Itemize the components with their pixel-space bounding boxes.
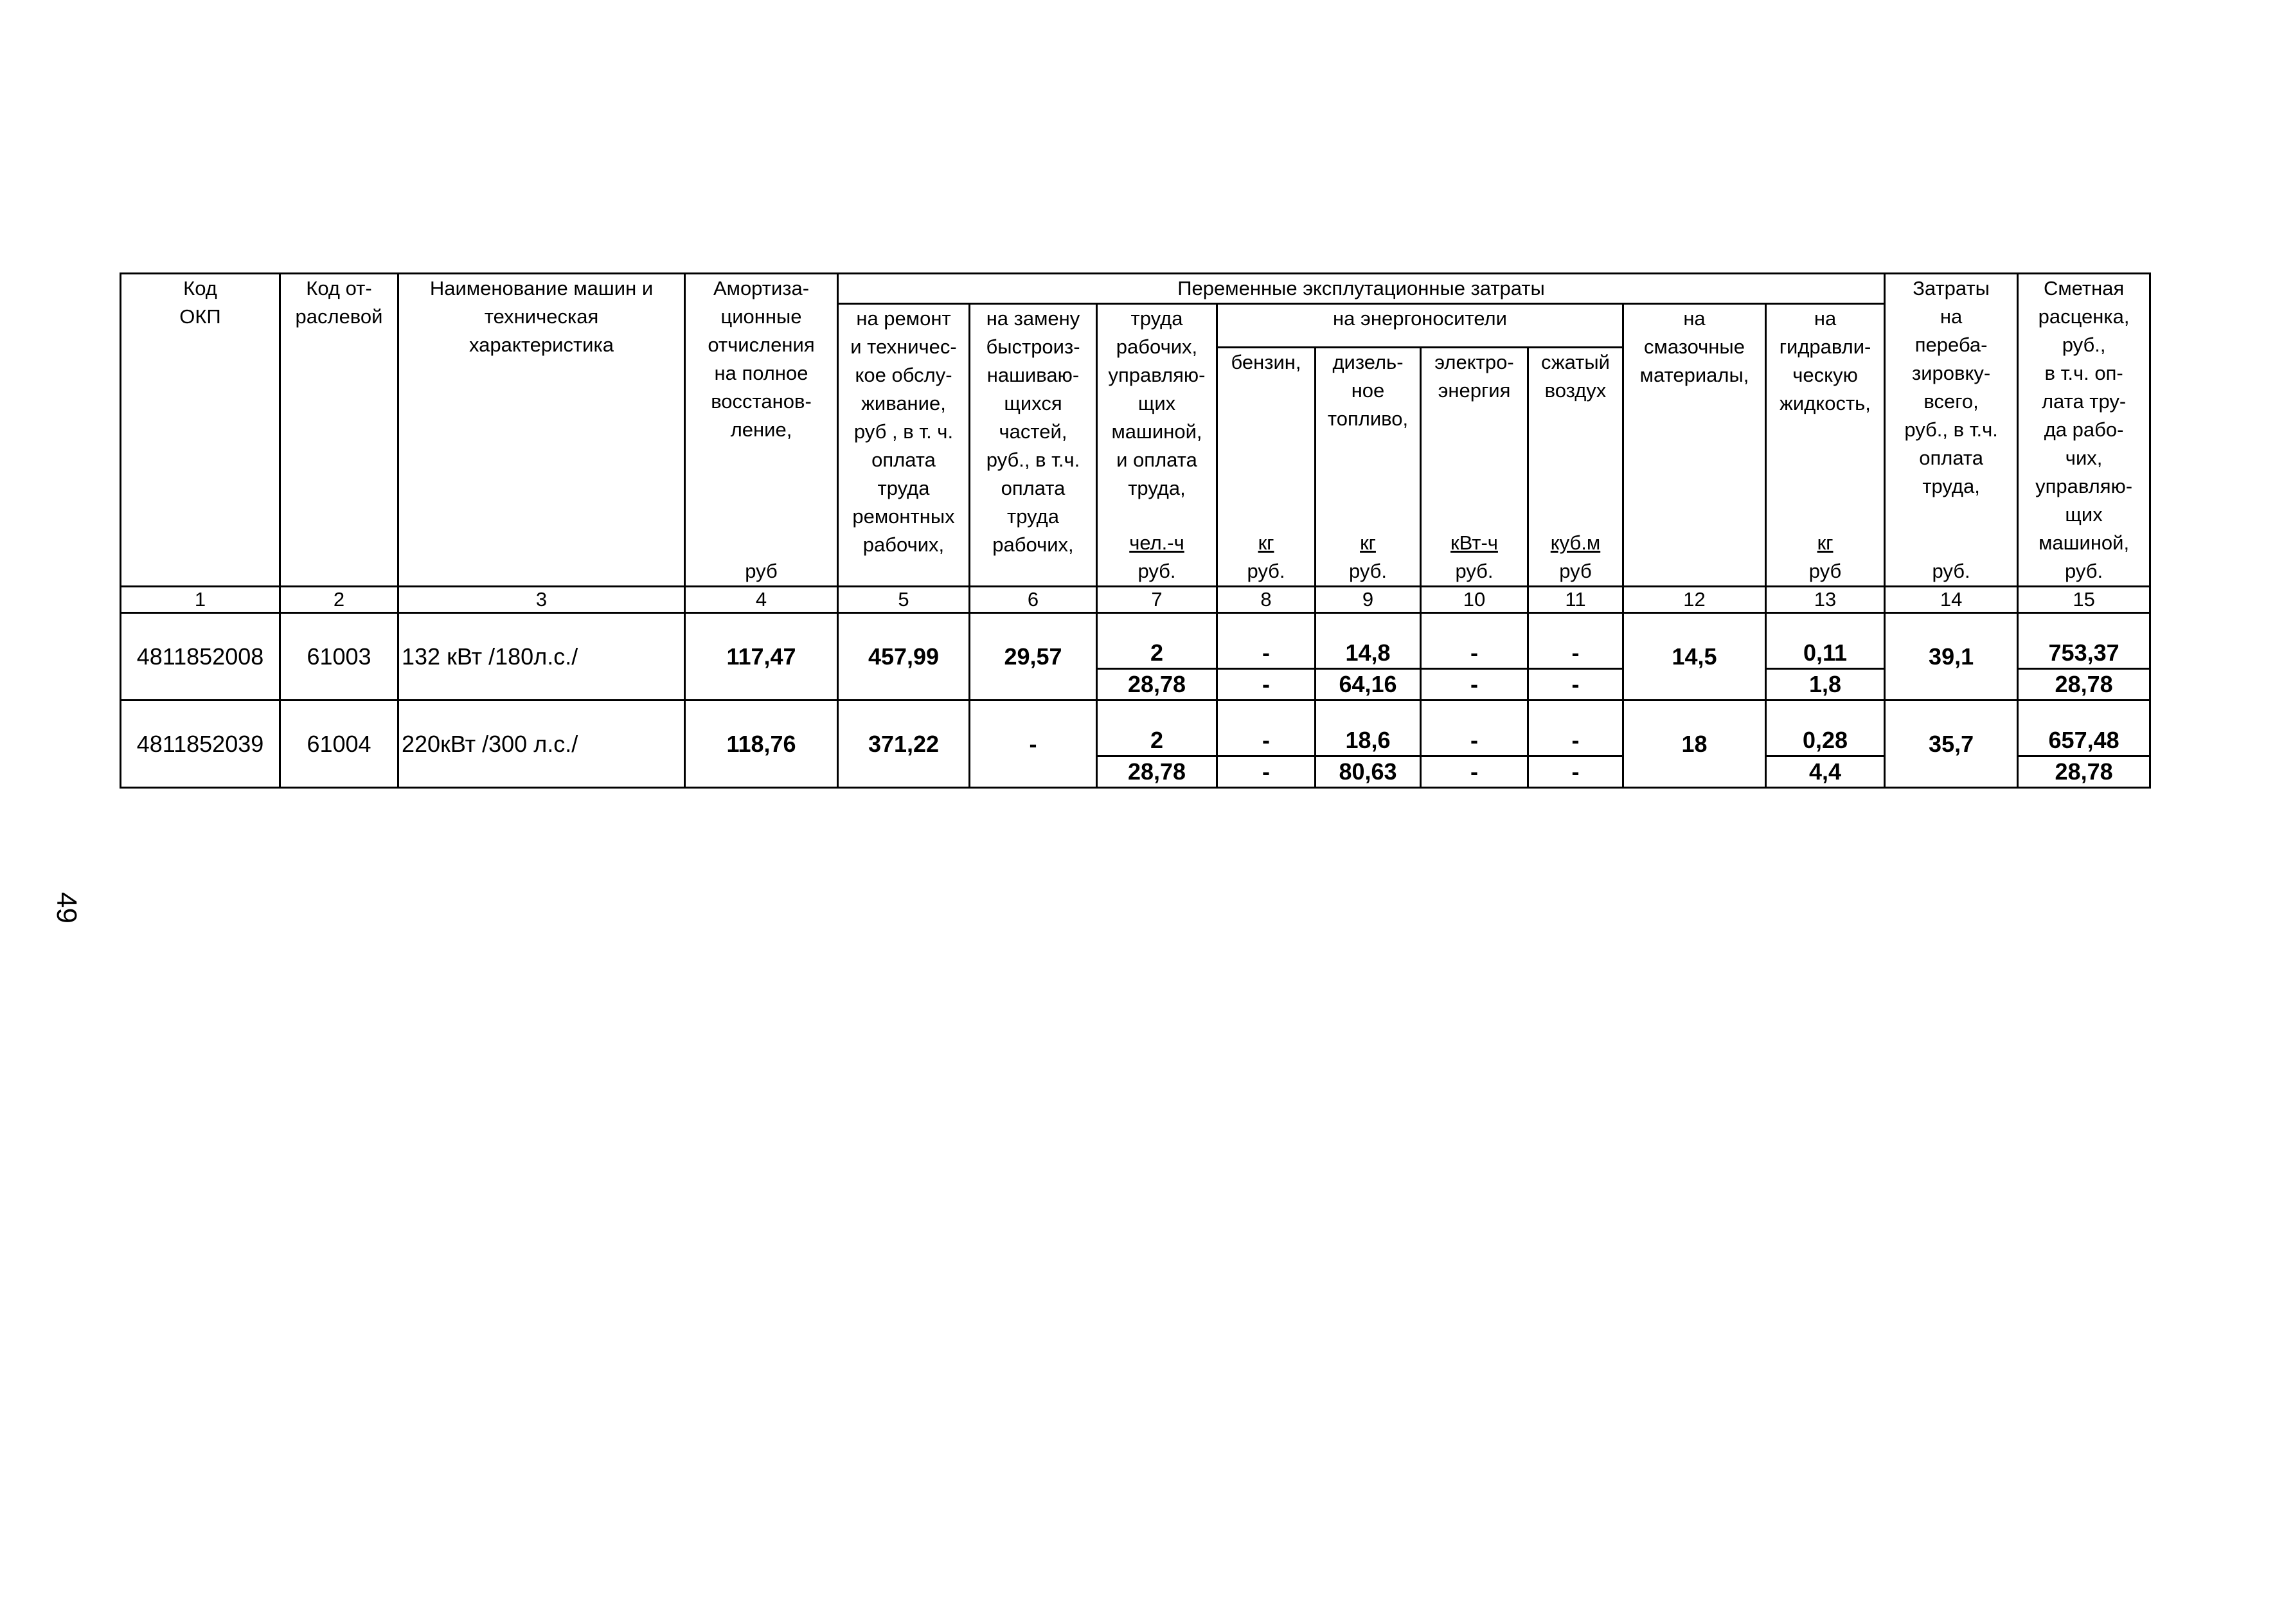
column-number: 13	[1766, 587, 1885, 613]
cell-diesel-top: 18,6	[1316, 726, 1421, 756]
cell-diesel-bottom: 64,16	[1316, 669, 1421, 700]
cell-air-bottom: -	[1528, 756, 1623, 788]
unit-kg: кг	[1360, 531, 1376, 554]
column-number: 5	[838, 587, 970, 613]
header-hydraulic-unit	[1766, 529, 1885, 557]
header-electric: электро- энергия	[1421, 347, 1528, 529]
machine-costs-table	[120, 272, 2151, 789]
cell-hydraulic-top: 0,28	[1766, 726, 1885, 756]
header-hydraulic: на гидравли- ческую жидкость,	[1766, 304, 1885, 530]
header-lubricants: на смазочные материалы,	[1623, 304, 1766, 587]
header-labor-unit-2: руб.	[1097, 557, 1217, 587]
cell-estimate-top: 753,37	[2018, 638, 2150, 669]
header-electric-unit	[1421, 529, 1528, 557]
cell-petrol-bottom: -	[1217, 756, 1316, 788]
table-row-spacer	[121, 613, 2150, 639]
cell-repair: 457,99	[838, 613, 970, 700]
column-number: 12	[1623, 587, 1766, 613]
cell-okp: 4811852039	[121, 700, 280, 788]
column-number: 8	[1217, 587, 1316, 613]
cell-air-bottom: -	[1528, 669, 1623, 700]
header-estimate-unit: руб.	[2018, 557, 2150, 587]
column-number: 4	[685, 587, 838, 613]
cell-air-top: -	[1528, 726, 1623, 756]
cell-electric-top: -	[1421, 726, 1528, 756]
cell-petrol-top: -	[1217, 726, 1316, 756]
cell-diesel-top: 14,8	[1316, 638, 1421, 669]
cell-lubricants: 18	[1623, 700, 1766, 788]
cell-electric-bottom: -	[1421, 669, 1528, 700]
header-air-unit	[1528, 529, 1623, 557]
cell-hydraulic-bottom: 4,4	[1766, 756, 1885, 788]
cell-relocation: 39,1	[1885, 613, 2018, 700]
cell-amortization: 118,76	[685, 700, 838, 788]
cell-labor-top: 2	[1097, 638, 1217, 669]
header-repair: на ремонт и техничес- кое обслу- живание, руб , в т. ч. оплата труда ремонтных рабочих,	[838, 304, 970, 587]
header-labor: труда рабочих, управляю- щих машиной, и оплата труда,	[1097, 304, 1217, 530]
cell-estimate-top: 657,48	[2018, 726, 2150, 756]
cell-okp: 4811852008	[121, 613, 280, 700]
header-parts: на замену быстроиз- нашиваю- щихся частей, руб., в т.ч. оплата труда рабочих,	[970, 304, 1097, 587]
header-variable-costs: Переменные эксплутационные затраты	[838, 274, 1885, 304]
column-number: 3	[398, 587, 685, 613]
header-machine-name: Наименование машин и техническая характеристика	[398, 274, 685, 587]
header-air: сжатый воздух	[1528, 347, 1623, 529]
header-amortization: Амортиза- ционные отчисления на полное восстанов- ление,	[685, 274, 838, 558]
column-number: 6	[970, 587, 1097, 613]
header-branch-code: Код от- раслевой	[280, 274, 398, 587]
unit-man-hours: чел.-ч	[1129, 531, 1184, 554]
unit-cubic-meter: куб.м	[1550, 531, 1601, 554]
cell-estimate-bottom: 28,78	[2018, 756, 2150, 788]
cell-diesel-bottom: 80,63	[1316, 756, 1421, 788]
cell-estimate-bottom: 28,78	[2018, 669, 2150, 700]
column-number: 9	[1316, 587, 1421, 613]
cell-labor-top: 2	[1097, 726, 1217, 756]
cell-electric-bottom: -	[1421, 756, 1528, 788]
cell-name: 132 кВт /180л.с./	[398, 613, 685, 700]
cell-petrol-bottom: -	[1217, 669, 1316, 700]
page-number: 49	[51, 892, 82, 924]
header-okp-code: Код ОКП	[121, 274, 280, 587]
column-number: 15	[2018, 587, 2150, 613]
header-petrol-unit	[1217, 529, 1316, 557]
cell-labor-bottom: 28,78	[1097, 669, 1217, 700]
cell-parts: -	[970, 700, 1097, 788]
column-number: 11	[1528, 587, 1623, 613]
column-number: 2	[280, 587, 398, 613]
cell-repair: 371,22	[838, 700, 970, 788]
unit-kwh: кВт-ч	[1450, 531, 1498, 554]
cell-electric-top: -	[1421, 638, 1528, 669]
column-number: 7	[1097, 587, 1217, 613]
unit-kg: кг	[1817, 531, 1833, 554]
header-petrol-unit-2: руб.	[1217, 557, 1316, 587]
header-relocation-unit: руб.	[1885, 557, 2018, 587]
header-estimate: Сметная расценка, руб., в т.ч. оп- лата тру- да рабо- чих, управляю- щих машиной,	[2018, 274, 2150, 558]
column-number: 10	[1421, 587, 1528, 613]
column-number: 1	[121, 587, 280, 613]
header-hydraulic-unit-2: руб	[1766, 557, 1885, 587]
header-petrol: бензин,	[1217, 347, 1316, 529]
header-air-unit-2: руб	[1528, 557, 1623, 587]
header-row	[121, 274, 2150, 304]
cell-parts: 29,57	[970, 613, 1097, 700]
cell-hydraulic-bottom: 1,8	[1766, 669, 1885, 700]
cell-amortization: 117,47	[685, 613, 838, 700]
header-amortization-unit: руб	[685, 557, 838, 587]
cell-petrol-top: -	[1217, 638, 1316, 669]
unit-kg: кг	[1258, 531, 1274, 554]
cell-branch-code: 61003	[280, 613, 398, 700]
column-numbers-row	[121, 587, 2150, 613]
cell-labor-bottom: 28,78	[1097, 756, 1217, 788]
cell-branch-code: 61004	[280, 700, 398, 788]
cell-name: 220кВт /300 л.с./	[398, 700, 685, 788]
table-row-spacer	[121, 700, 2150, 726]
cell-hydraulic-top: 0,11	[1766, 638, 1885, 669]
header-electric-unit-2: руб.	[1421, 557, 1528, 587]
header-diesel-unit	[1316, 529, 1421, 557]
cell-air-top: -	[1528, 638, 1623, 669]
header-diesel-unit-2: руб.	[1316, 557, 1421, 587]
column-number: 14	[1885, 587, 2018, 613]
header-diesel: дизель- ное топливо,	[1316, 347, 1421, 529]
cell-lubricants: 14,5	[1623, 613, 1766, 700]
header-energy: на энергоносители	[1217, 304, 1623, 348]
cell-relocation: 35,7	[1885, 700, 2018, 788]
header-labor-unit	[1097, 529, 1217, 557]
header-relocation: Затраты на переба- зировку- всего, руб., в т.ч. оплата труда,	[1885, 274, 2018, 558]
